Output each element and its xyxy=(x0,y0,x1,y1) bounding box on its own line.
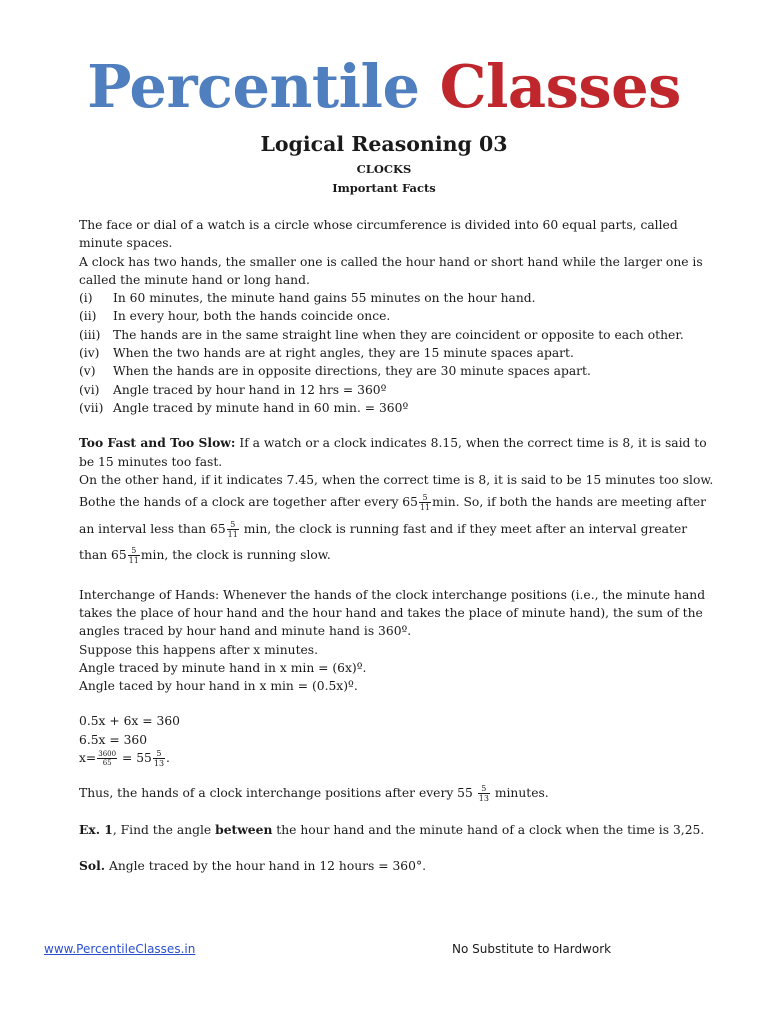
equation-3 xyxy=(79,749,724,768)
fraction xyxy=(153,749,165,768)
list-item-text: In every hour, both the hands coincide once. xyxy=(113,309,391,324)
text-run: Angle traced by the hour hand in 12 hours = 360°. xyxy=(105,858,426,873)
fraction xyxy=(419,493,431,512)
list-item-number: (ii) xyxy=(79,309,97,324)
text-run: Bothe the hands of a clock are together after every 65 xyxy=(79,495,418,510)
footer-website-link[interactable]: www.PercentileClasses.in xyxy=(44,942,196,956)
brand-name-classes: Classes xyxy=(439,52,681,121)
fast-slow-line-3 xyxy=(79,542,724,569)
list-item xyxy=(79,362,724,380)
list-item-text: Angle traced by minute hand in 60 min. = 360º xyxy=(113,400,409,415)
fraction xyxy=(478,784,490,803)
interchange-paragraph: Interchange of Hands: Whenever the hands of the clock interchange positions (i.e., the minute hand takes the place of hour hand and the hour hand and takes the place of minute hand), the sum of the angles traced by hour hand and minute hand is 360º. xyxy=(79,587,706,639)
list-item-text: Angle traced by hour hand in 12 hrs = 360º xyxy=(113,382,387,397)
fraction-denominator: 13 xyxy=(478,794,489,804)
list-item-number: (iv) xyxy=(79,346,100,361)
equation-2: 6.5x = 360 xyxy=(79,732,148,747)
equation-1: 0.5x + 6x = 360 xyxy=(79,714,180,729)
fast-slow-line-2 xyxy=(79,516,724,543)
list-item-number: (iii) xyxy=(79,327,101,342)
interchange-hour-angle: Angle taced by hour hand in x min = (0.5x)º. xyxy=(79,679,358,694)
text-run: = 55 xyxy=(118,751,152,766)
text-run: x= xyxy=(79,751,97,766)
fast-slow-paragraph-2: On the other hand, if it indicates 7.45, when the correct time is 8, it is said to be 15 minutes too slow. xyxy=(79,472,714,487)
example-1 xyxy=(79,821,724,839)
section-heading: Important Facts xyxy=(332,181,436,195)
text-run: min. So, if both the hands are meeting after xyxy=(432,495,707,510)
solution-label: Sol. xyxy=(79,857,106,873)
fraction-denominator: 65 xyxy=(102,759,112,768)
example-label: Ex. 1 xyxy=(79,821,113,837)
list-item-number: (v) xyxy=(79,364,96,379)
fraction-numerator: 5 xyxy=(128,546,140,556)
fast-slow-line-1 xyxy=(79,489,724,516)
fast-slow-paragraph-1 xyxy=(79,434,724,471)
fraction-denominator: 11 xyxy=(419,503,431,513)
footer-tagline: No Substitute to Hardwork xyxy=(452,942,612,956)
text-run: the hour hand and the minute hand of a clock when the time is 3,25. xyxy=(272,822,705,837)
fraction xyxy=(227,520,239,539)
text-run-bold: between xyxy=(215,821,273,837)
text-run: , Find the angle xyxy=(112,822,216,837)
list-item-text: When the two hands are at right angles, they are 15 minute spaces apart. xyxy=(113,346,574,361)
text-run: min, the clock is running fast and if they meet after an interval greater xyxy=(239,521,688,536)
text-run: minutes. xyxy=(490,786,549,801)
list-item xyxy=(79,399,724,417)
text-run: than 65 xyxy=(79,548,127,563)
fast-slow-heading: Too Fast and Too Slow: xyxy=(79,435,236,451)
fraction-denominator: 11 xyxy=(128,556,139,566)
facts-list xyxy=(79,289,724,417)
list-item-number: (i) xyxy=(79,291,93,306)
fraction-numerator: 5 xyxy=(227,520,239,530)
fraction xyxy=(97,750,117,767)
fast-slow-text: If a watch or a clock indicates 8.15, when the correct time is 8, it is said to be 15 minutes too fast. xyxy=(79,436,707,469)
document-title: Logical Reasoning 03 xyxy=(260,132,508,156)
fraction-numerator: 3600 xyxy=(98,750,117,759)
text-run: . xyxy=(166,751,170,766)
topic-heading: CLOCKS xyxy=(356,162,412,176)
list-item xyxy=(79,344,724,362)
document-body xyxy=(79,216,724,875)
fraction-numerator: 5 xyxy=(478,784,490,794)
solution-1 xyxy=(79,857,724,875)
conclusion-line xyxy=(79,780,724,807)
intro-paragraph-1: The face or dial of a watch is a circle whose circumference is divided into 60 equal parts, called minute spaces. xyxy=(79,218,678,251)
intro-paragraph-2: A clock has two hands, the smaller one is called the hour hand or short hand while the larger one is called the minute hand or long hand. xyxy=(79,254,703,287)
fraction-numerator: 5 xyxy=(419,493,431,503)
brand-name-percentile: Percentile xyxy=(87,52,420,121)
fraction-denominator: 11 xyxy=(227,529,238,539)
fraction-denominator: 13 xyxy=(153,759,165,769)
fraction xyxy=(128,546,140,565)
text-run: min, the clock is running slow. xyxy=(140,548,331,563)
list-item xyxy=(79,381,724,399)
list-item xyxy=(79,289,724,307)
interchange-minute-angle: Angle traced by minute hand in x min = (6x)º. xyxy=(79,660,367,675)
list-item-number: (vi) xyxy=(79,382,100,397)
text-run: Thus, the hands of a clock interchange positions after every 55 xyxy=(79,786,477,801)
brand-header xyxy=(0,52,768,122)
list-item-text: The hands are in the same straight line when they are coincident or opposite to each other. xyxy=(113,327,684,342)
list-item xyxy=(79,326,724,344)
list-item xyxy=(79,307,724,325)
interchange-supposition: Suppose this happens after x minutes. xyxy=(79,642,319,657)
list-item-text: In 60 minutes, the minute hand gains 55 minutes on the hour hand. xyxy=(113,291,536,306)
list-item-number: (vii) xyxy=(79,400,104,415)
fraction-numerator: 5 xyxy=(153,749,165,759)
list-item-text: When the hands are in opposite directions, they are 30 minute spaces apart. xyxy=(113,364,591,379)
text-run: an interval less than 65 xyxy=(79,521,226,536)
